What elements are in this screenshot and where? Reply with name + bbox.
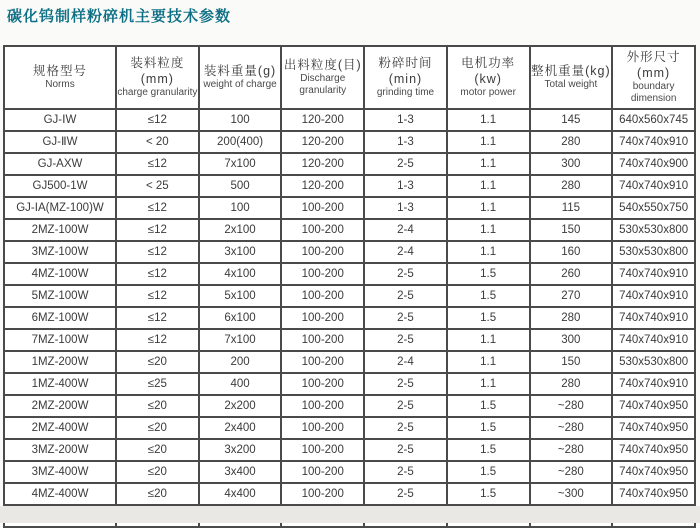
table-cell: 2-5 <box>364 373 447 395</box>
table-cell: < 20 <box>116 131 199 153</box>
table-cell: 740x740x910 <box>612 263 695 285</box>
table-cell: 1-3 <box>364 109 447 131</box>
table-cell: 280 <box>530 373 613 395</box>
page-title: 碳化钨制样粉碎机主要技术参数 <box>7 8 232 25</box>
table-cell: 200 <box>199 351 282 373</box>
table-cell: 6MZ-100W <box>4 307 116 329</box>
table-cell: < 25 <box>116 175 199 197</box>
table-cell: 300 <box>530 329 613 351</box>
table-cell: ≤20 <box>116 483 199 505</box>
table-cell: 2-5 <box>364 461 447 483</box>
table-row <box>4 307 695 329</box>
table-cell: 5MZ-100W <box>4 285 116 307</box>
table-cell: 280 <box>530 307 613 329</box>
table-cell: 100-200 <box>281 197 364 219</box>
footer-strip <box>0 506 700 523</box>
column-header-2 <box>116 46 199 109</box>
table-cell: 100-200 <box>281 329 364 351</box>
table-cell: ~300 <box>530 483 613 505</box>
table-cell: 100 <box>199 197 282 219</box>
table-cell: 640x560x745 <box>612 109 695 131</box>
table-cell: 2-5 <box>364 263 447 285</box>
table-row <box>4 175 695 197</box>
table-cell: 4x400 <box>199 483 282 505</box>
table-cell: ≤12 <box>116 241 199 263</box>
spec-table-body <box>4 109 695 527</box>
table-cell: GJ-AXW <box>4 153 116 175</box>
table-cell: ≤20 <box>116 351 199 373</box>
table-cell: 100 <box>199 109 282 131</box>
table-row <box>4 109 695 131</box>
table-cell: 120-200 <box>281 131 364 153</box>
table-cell: 1.5 <box>447 439 530 461</box>
table-cell: 500 <box>199 175 282 197</box>
table-cell: ≤12 <box>116 109 199 131</box>
table-cell: 100-200 <box>281 483 364 505</box>
table-cell: 740x740x910 <box>612 131 695 153</box>
table-cell: 1.5 <box>447 483 530 505</box>
spec-table <box>3 45 696 528</box>
table-cell: 1.1 <box>447 109 530 131</box>
table-cell: 4MZ-400W <box>4 483 116 505</box>
table-cell: 530x530x800 <box>612 351 695 373</box>
column-header-8 <box>612 46 695 109</box>
table-cell: 1MZ-400W <box>4 373 116 395</box>
table-cell: 3MZ-400W <box>4 461 116 483</box>
table-cell: 740x740x910 <box>612 175 695 197</box>
table-cell: 120-200 <box>281 175 364 197</box>
column-header-zh: 整机重量(kg) <box>531 64 611 78</box>
table-cell: 6x100 <box>199 307 282 329</box>
column-header-6 <box>447 46 530 109</box>
table-cell: 2-5 <box>364 395 447 417</box>
column-header-zh: 外形尺寸(mm) <box>626 50 681 80</box>
column-header-en: charge granularity <box>117 87 198 98</box>
column-header-7 <box>530 46 613 109</box>
table-row <box>4 439 695 461</box>
table-cell: 145 <box>530 109 613 131</box>
table-cell: ≤25 <box>116 373 199 395</box>
table-cell: 1.1 <box>447 219 530 241</box>
table-cell: 2-4 <box>364 241 447 263</box>
table-cell: 2-5 <box>364 439 447 461</box>
table-cell: 2-5 <box>364 153 447 175</box>
table-row <box>4 219 695 241</box>
table-cell: 2MZ-100W <box>4 219 116 241</box>
table-cell: 740x740x910 <box>612 285 695 307</box>
table-cell: 4x100 <box>199 263 282 285</box>
table-row <box>4 131 695 153</box>
column-header-en: grinding time <box>376 87 435 98</box>
table-cell: 740x740x910 <box>612 373 695 395</box>
table-cell: 7MZ-100W <box>4 329 116 351</box>
table-cell: GJ-IA(MZ-100)W <box>4 197 116 219</box>
table-cell: ~280 <box>530 417 613 439</box>
table-cell: 540x550x750 <box>612 197 695 219</box>
table-cell: 100-200 <box>281 395 364 417</box>
table-cell: 100-200 <box>281 417 364 439</box>
table-cell: 2-5 <box>364 483 447 505</box>
table-cell: ≤20 <box>116 461 199 483</box>
header-row <box>4 46 695 109</box>
table-cell: 1-3 <box>364 131 447 153</box>
table-cell: 740x740x950 <box>612 439 695 461</box>
column-header-zh: 出料粒度(目) <box>283 58 362 72</box>
table-cell: 270 <box>530 285 613 307</box>
table-cell: 100-200 <box>281 461 364 483</box>
table-cell: 100-200 <box>281 263 364 285</box>
table-row <box>4 263 695 285</box>
table-cell: 260 <box>530 263 613 285</box>
table-cell: 1.1 <box>447 351 530 373</box>
table-cell: 740x740x950 <box>612 483 695 505</box>
table-row <box>4 241 695 263</box>
table-cell: 100-200 <box>281 307 364 329</box>
table-cell: 100-200 <box>281 351 364 373</box>
column-header-en: weight of charge <box>203 79 277 90</box>
table-cell: 2-5 <box>364 285 447 307</box>
table-cell: 400 <box>199 373 282 395</box>
table-cell: 100-200 <box>281 241 364 263</box>
table-cell: ≤12 <box>116 329 199 351</box>
column-header-en: Total weight <box>544 79 598 90</box>
table-cell: ≤12 <box>116 197 199 219</box>
table-cell: ≤20 <box>116 439 199 461</box>
table-cell: 1.1 <box>447 197 530 219</box>
table-cell: GJ500-1W <box>4 175 116 197</box>
table-cell: 1.1 <box>447 175 530 197</box>
table-cell: 160 <box>530 241 613 263</box>
table-cell: 740x740x900 <box>612 153 695 175</box>
table-cell: 115 <box>530 197 613 219</box>
table-cell: 7x100 <box>199 329 282 351</box>
table-cell: 3MZ-100W <box>4 241 116 263</box>
table-cell: 1.5 <box>447 285 530 307</box>
table-cell: 280 <box>530 131 613 153</box>
table-cell: ≤12 <box>116 219 199 241</box>
table-cell: 4MZ-100W <box>4 263 116 285</box>
table-cell: 1.1 <box>447 373 530 395</box>
table-cell: 100-200 <box>281 439 364 461</box>
column-header-3 <box>199 46 282 109</box>
table-cell: 2-5 <box>364 307 447 329</box>
column-header-zh: 规格型号 <box>32 64 87 78</box>
table-cell: 2x400 <box>199 417 282 439</box>
column-header-en: boundary dimension <box>630 81 677 104</box>
table-row <box>4 329 695 351</box>
table-cell: 1.1 <box>447 153 530 175</box>
table-cell: 1.5 <box>447 417 530 439</box>
table-cell: GJ-ⅠW <box>4 109 116 131</box>
table-cell: 3x100 <box>199 241 282 263</box>
spec-table-header <box>4 46 695 109</box>
table-cell: 1.5 <box>447 461 530 483</box>
table-cell: 2MZ-400W <box>4 417 116 439</box>
column-header-en: motor power <box>460 87 516 98</box>
table-cell: ≤12 <box>116 307 199 329</box>
table-cell: 1-3 <box>364 175 447 197</box>
column-header-en: Discharge granularity <box>299 73 347 96</box>
table-cell: ≤12 <box>116 285 199 307</box>
table-cell: 100-200 <box>281 219 364 241</box>
table-row <box>4 197 695 219</box>
table-cell: 740x740x950 <box>612 395 695 417</box>
column-header-4 <box>281 46 364 109</box>
table-cell: ≤20 <box>116 395 199 417</box>
table-cell: 740x740x950 <box>612 417 695 439</box>
table-cell: 300 <box>530 153 613 175</box>
column-header-zh: 电机功率(kw) <box>461 56 516 86</box>
table-cell: 2-4 <box>364 219 447 241</box>
table-row <box>4 373 695 395</box>
table-cell: 2x100 <box>199 219 282 241</box>
column-header-5 <box>364 46 447 109</box>
table-cell: 3x200 <box>199 439 282 461</box>
table-row <box>4 461 695 483</box>
column-header-en: Norms <box>45 79 75 90</box>
table-row <box>4 153 695 175</box>
table-cell: 150 <box>530 219 613 241</box>
column-header-zh: 粉碎时间(min) <box>378 56 433 86</box>
table-cell: 200(400) <box>199 131 282 153</box>
table-cell: 1.1 <box>447 131 530 153</box>
column-header-zh: 装料重量(g) <box>203 64 277 78</box>
table-cell: 1.5 <box>447 395 530 417</box>
table-cell: 5x100 <box>199 285 282 307</box>
table-cell: 1MZ-200W <box>4 351 116 373</box>
table-cell: 740x740x950 <box>612 461 695 483</box>
table-cell: 1.5 <box>447 307 530 329</box>
table-cell: 280 <box>530 175 613 197</box>
table-cell: 1.5 <box>447 263 530 285</box>
table-cell: 1.1 <box>447 241 530 263</box>
table-cell: 120-200 <box>281 153 364 175</box>
table-cell: ≤20 <box>116 417 199 439</box>
table-row <box>4 483 695 505</box>
table-cell: ~280 <box>530 395 613 417</box>
column-header-zh: 装料粒度(mm) <box>130 56 185 86</box>
table-cell: 1.1 <box>447 329 530 351</box>
table-cell: 100-200 <box>281 373 364 395</box>
table-cell: 2-5 <box>364 329 447 351</box>
table-cell: ~280 <box>530 439 613 461</box>
table-cell: ≤12 <box>116 153 199 175</box>
table-cell: 7x100 <box>199 153 282 175</box>
table-row <box>4 417 695 439</box>
table-cell: 2-4 <box>364 351 447 373</box>
table-cell: 530x530x800 <box>612 219 695 241</box>
table-cell: 530x530x800 <box>612 241 695 263</box>
table-row <box>4 351 695 373</box>
table-cell: 3x400 <box>199 461 282 483</box>
table-cell: 120-200 <box>281 109 364 131</box>
column-header-1 <box>4 46 116 109</box>
table-cell: 100-200 <box>281 285 364 307</box>
table-row <box>4 285 695 307</box>
table-cell: 2-5 <box>364 417 447 439</box>
table-cell: GJ-ⅡW <box>4 131 116 153</box>
table-cell: 740x740x910 <box>612 329 695 351</box>
table-cell: ~280 <box>530 461 613 483</box>
table-cell: 2MZ-200W <box>4 395 116 417</box>
table-cell: 740x740x910 <box>612 307 695 329</box>
table-cell: 3MZ-200W <box>4 439 116 461</box>
table-cell: 150 <box>530 351 613 373</box>
table-cell: 2x200 <box>199 395 282 417</box>
table-cell: ≤12 <box>116 263 199 285</box>
table-row <box>4 395 695 417</box>
table-cell: 1-3 <box>364 197 447 219</box>
